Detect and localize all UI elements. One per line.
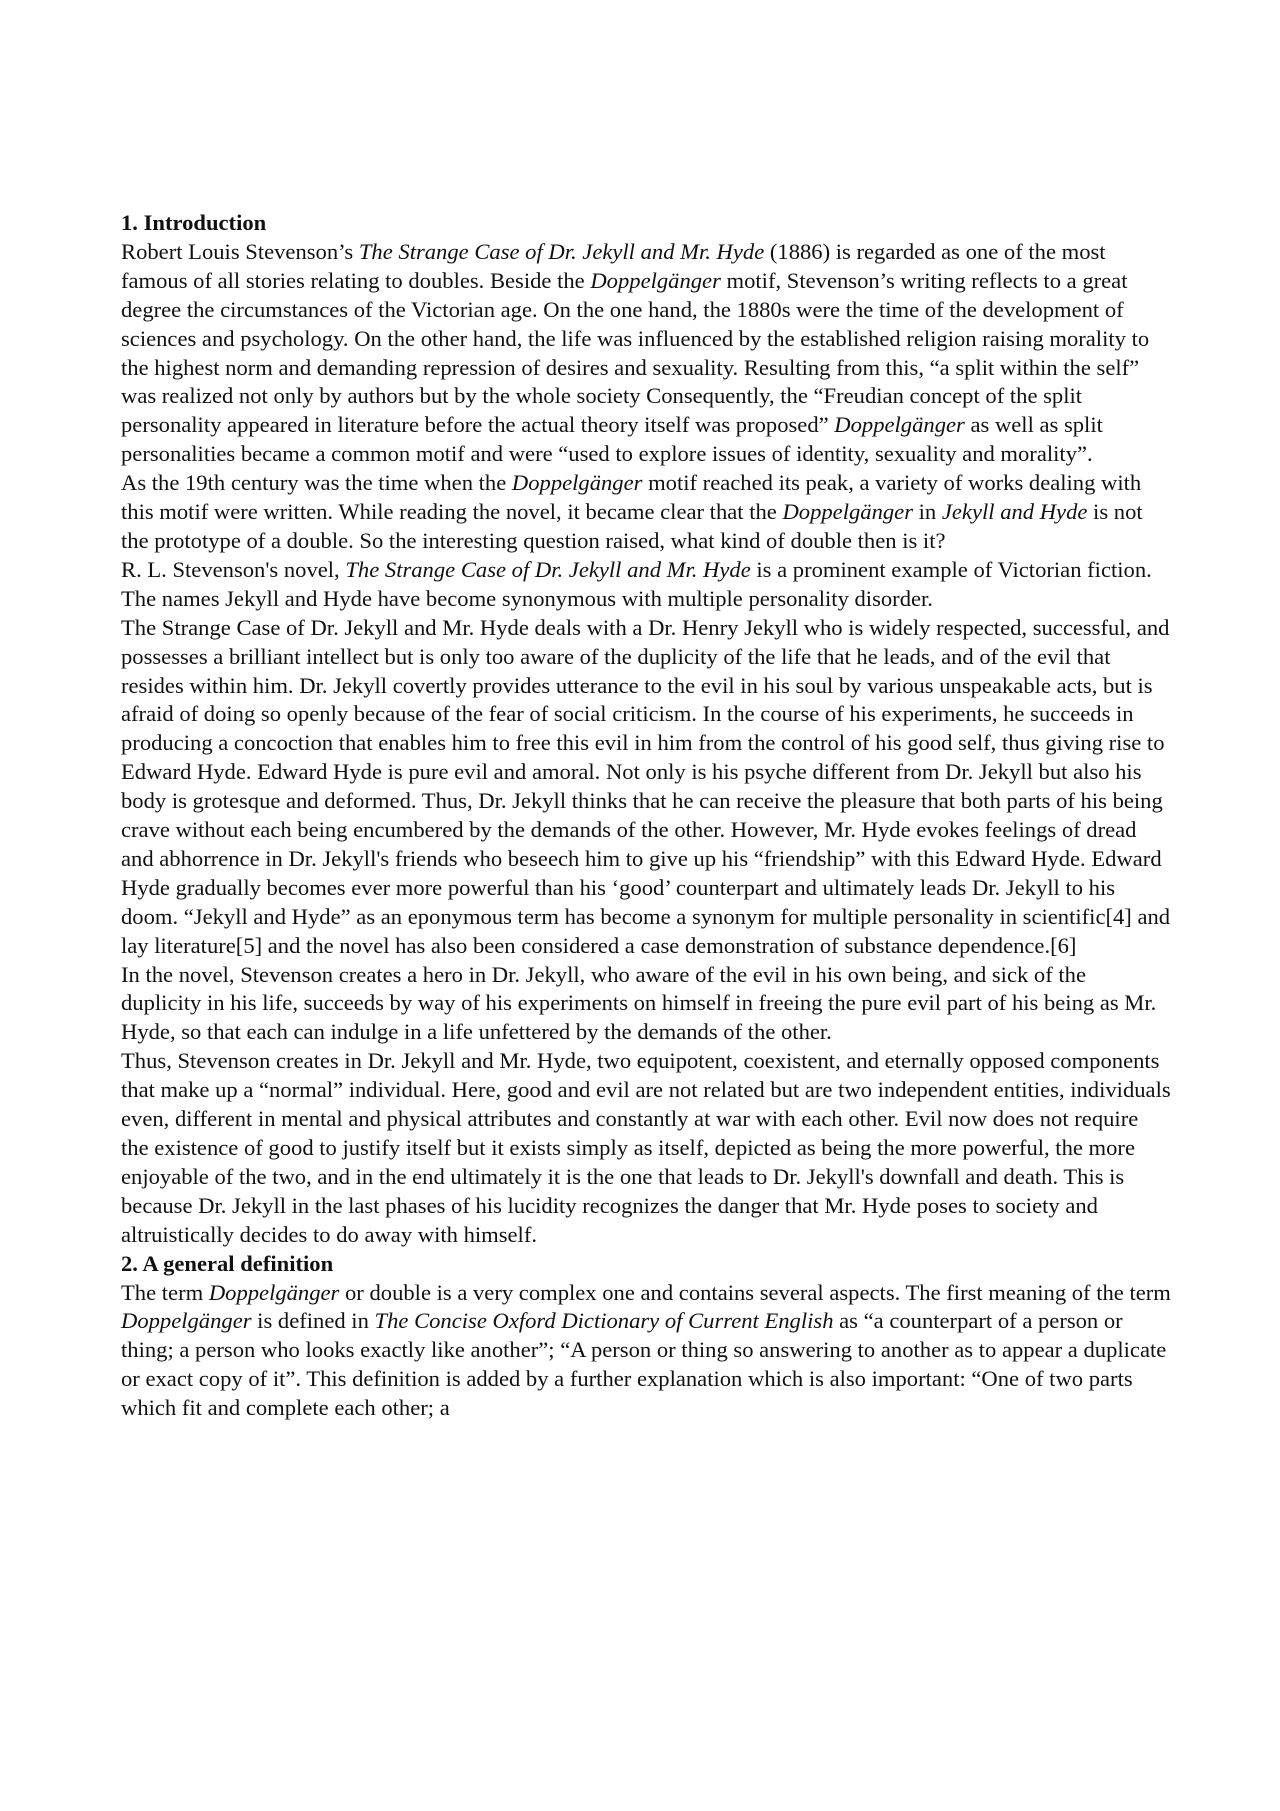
text-run: or double is a very complex one and contains several aspects. The first meaning of the term <box>339 1279 1171 1305</box>
term-italic: Doppelgänger <box>782 499 913 525</box>
book-title-italic: Jekyll and Hyde <box>941 499 1088 525</box>
term-italic: Doppelgänger <box>121 1308 252 1334</box>
book-title-italic: The Strange Case of Dr. Jekyll and Mr. Hyde <box>345 556 751 582</box>
term-italic: Doppelgänger <box>590 267 721 293</box>
text-run: The Strange Case of Dr. Jekyll and Mr. Hyde deals with a Dr. Henry Jekyll who is widely respected, successful, and possesses a brilliant intellect but is only too aware of the duplicity of the life that he leads, and of the evil that resides within him. Dr. Jekyll covertly provides utterance to the evil in his soul by various unspeakable acts, but is afraid of doing so openly because of the fear of social criticism. In the course of his experiments, he succeeds in producing a concoction that enables him to free this evil in him from the control of his good self, thus giving rise to Edward Hyde. Edward Hyde is pure evil and amoral. Not only is his psyche different from Dr. Jekyll but also his body is grotesque and deformed. Thus, Dr. Jekyll thinks that he can receive the pleasure that both parts of his being crave without each being encumbered by the demands of the other. However, Mr. Hyde evokes feelings of dread and abhorrence in Dr. Jekyll's friends who beseech him to give up his “friendship” with this Edward Hyde. Edward Hyde gradually becomes ever more powerful than his ‘good’ counterpart and ultimately leads Dr. Jekyll to his doom. “Jekyll and Hyde” as an eponymous term has become a synonym for multiple personality in scientific[4] and lay literature[5] and the novel has also been considered a case demonstration of substance dependence.[6] <box>121 614 1171 958</box>
section-heading-introduction: 1. Introduction <box>121 210 267 235</box>
text-run: is not the prototype of a double. So the interesting question raised, what kind of double then is it? <box>121 499 1143 553</box>
paragraph <box>121 961 1171 1048</box>
text-run: as “a counterpart of a person or thing; a person who looks exactly like another”; “A person or thing so answering to another as to appear a duplicate or exact copy of it”. This definition is added by a further explanation which is also important: “One of two parts which fit and complete each other; a <box>121 1308 1167 1421</box>
dictionary-title-italic: The Concise Oxford Dictionary of Current English <box>374 1308 834 1334</box>
document-page <box>121 209 1171 1423</box>
text-run: The term <box>121 1279 209 1305</box>
text-run: is a prominent example of Victorian fiction. The names Jekyll and Hyde have become synonymous with multiple personality disorder. <box>121 556 1152 611</box>
text-run: Thus, Stevenson creates in Dr. Jekyll and Mr. Hyde, two equipotent, coexistent, and eternally opposed components that make up a “normal” individual. Here, good and evil are not related but are two independent entities, individuals even, different in mental and physical attributes and constantly at war with each other. Evil now does not require the existence of good to justify itself but it exists simply as itself, depicted as being the more powerful, the more enjoyable of the two, and in the end ultimately it is the one that leads to Dr. Jekyll's downfall and death. This is because Dr. Jekyll in the last phases of his lucidity recognizes the danger that Mr. Hyde poses to society and altruistically decides to do away with himself. <box>121 1048 1171 1247</box>
text-run: (1886) is regarded as one of the most famous of all stories relating to doubles. Beside the <box>121 238 1106 293</box>
text-run: R. L. Stevenson's novel, <box>121 556 346 582</box>
paragraph <box>121 1047 1171 1249</box>
term-italic: Doppelgänger <box>511 470 643 496</box>
book-title-italic: The Strange Case of Dr. Jekyll and Mr. Hyde <box>358 238 765 264</box>
text-run: is defined in <box>251 1308 375 1334</box>
text-run: in <box>913 499 942 525</box>
text-run: Robert Louis Stevenson’s <box>121 238 359 264</box>
paragraph <box>121 556 1171 614</box>
text-run: motif, Stevenson’s writing reflects to a great degree the circumstances of the Victorian age. On the one hand, the 1880s were the time of the development of sciences and psychology. On the other hand, the life was influenced by the established religion raising morality to the highest norm and demanding repression of desires and sexuality. Resulting from this, “a split within the self” was realized not only by authors but by the whole society Consequently, the “Freudian concept of the split personality appeared in literature before the actual theory itself was proposed” <box>121 267 1150 438</box>
paragraph <box>121 1279 1171 1424</box>
term-italic: Doppelgänger <box>834 412 965 438</box>
text-run: As the 19th century was the time when the <box>121 470 512 496</box>
term-italic: Doppelgänger <box>208 1279 340 1305</box>
section-heading-general-definition: 2. A general definition <box>121 1250 334 1276</box>
text-run: motif reached its peak, a variety of works dealing with this motif were written. While reading the novel, it became clear that the <box>121 470 1142 525</box>
paragraph <box>121 238 1171 469</box>
paragraph <box>121 469 1171 556</box>
paragraph <box>121 614 1171 961</box>
text-run: In the novel, Stevenson creates a hero in Dr. Jekyll, who aware of the evil in his own being, and sick of the duplicity in his life, succeeds by way of his experiments on himself in freeing the pure evil part of his being as Mr. Hyde, so that each can indulge in a life unfettered by the demands of the other. <box>121 961 1157 1045</box>
text-run: as well as split personalities became a common motif and were “used to explore issues of identity, sexuality and morality”. <box>121 412 1103 467</box>
